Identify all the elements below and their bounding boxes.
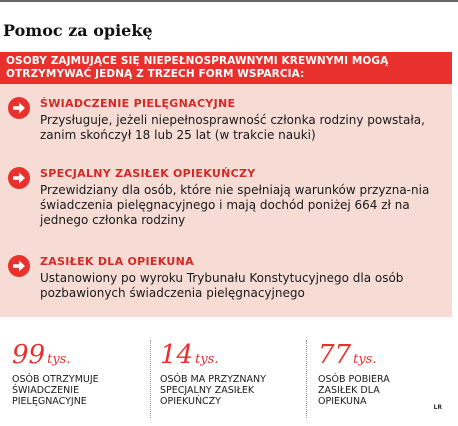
stat-divider	[150, 340, 151, 418]
support-form-heading: ZASIŁEK DLA OPIEKUNA	[40, 255, 194, 268]
intro-banner	[0, 52, 452, 84]
stat-card	[318, 340, 428, 407]
top-rule	[0, 0, 458, 2]
banner-text: OSOBY ZAJMUJĄCE SIĘ NIEPEŁNOSPRAWNYMI KREWNYMI MOGĄ OTRZYMYWAĆ JEDNĄ Z TRZECH FORM WSPARCIA:	[6, 55, 389, 80]
stat-unit: tys.	[353, 352, 377, 367]
support-form-description: Ustanowiony po wyroku Trybunału Konstytucyjnego dla osób pozbawionych świadczenia pielęgnacyjnego	[40, 271, 404, 300]
stat-value: 77	[318, 340, 352, 370]
stat-number	[160, 340, 305, 370]
stat-description: OSÓB OTRZYMUJE ŚWIADCZENIE PIELĘGNACYJNE	[12, 374, 99, 407]
arrow-right-circle-icon	[8, 97, 30, 119]
author-credit: LR	[433, 404, 442, 411]
support-form-heading: SPECJALNY ZASIŁEK OPIEKUŃCZY	[40, 167, 256, 180]
stat-unit: tys.	[47, 352, 71, 367]
stat-divider	[306, 340, 307, 418]
support-form-description: Przewidziany dla osób, które nie spełniają warunków przyzna-nia świadczenia pielęgnacyjnego i mają dochód poniżej 664 zł na jednego członka rodziny	[40, 183, 430, 227]
stat-description: OSÓB POBIERA ZASIŁEK DLA OPIEKUNA	[318, 374, 390, 407]
support-form-description: Przysługuje, jeżeli niepełnosprawność członka rodziny powstała, zanim skończył 18 lub 25 lat (w trakcie nauki)	[40, 113, 425, 142]
stat-number	[318, 340, 428, 370]
forms-panel	[0, 84, 452, 317]
stat-description: OSÓB MA PRZYZNANY SPECJALNY ZASIŁEK OPIEKUŃCZY	[160, 374, 266, 407]
stat-card	[160, 340, 305, 407]
arrow-right-circle-icon	[8, 255, 30, 277]
stat-value: 99	[12, 340, 46, 370]
stat-number	[12, 340, 144, 370]
stat-card	[12, 340, 144, 407]
stat-unit: tys.	[195, 352, 219, 367]
arrow-right-circle-icon	[8, 167, 30, 189]
support-form-heading: ŚWIADCZENIE PIELĘGNACYJNE	[40, 97, 236, 110]
page-title: Pomoc za opiekę	[3, 21, 153, 40]
stat-value: 14	[160, 340, 194, 370]
